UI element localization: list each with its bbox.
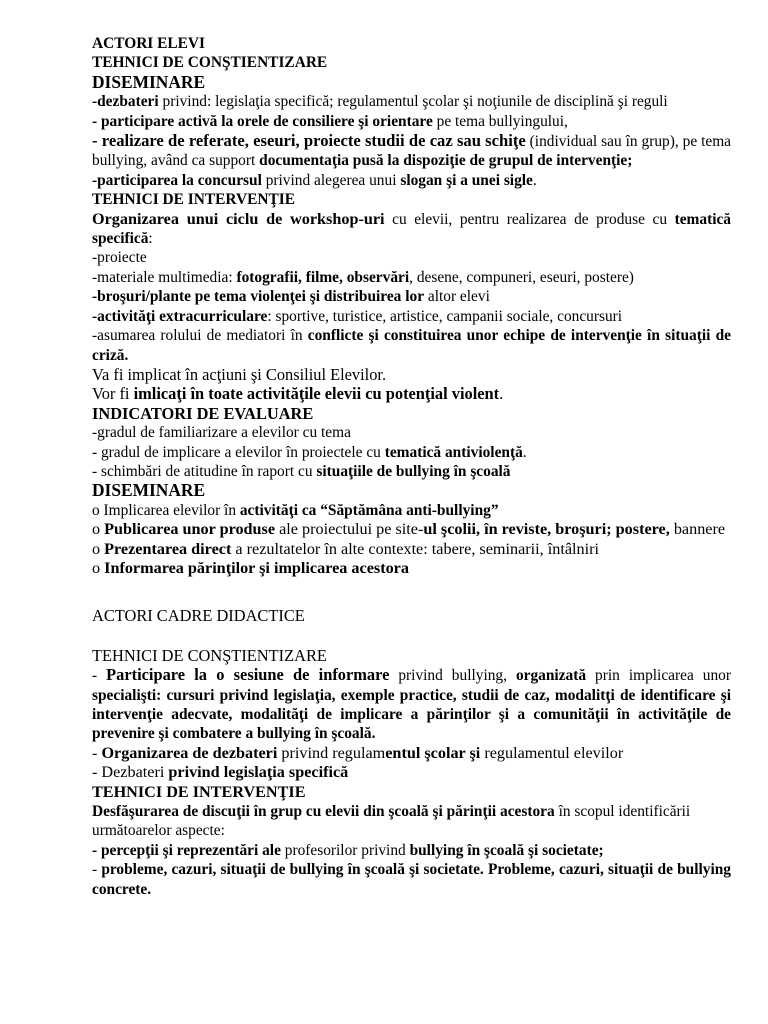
paragraph-consiliu: Va fi implicat în acţiuni şi Consiliul Elevilor. (92, 364, 387, 384)
list-item-mediatori: -asumarea rolului de mediatori în conflicte şi constituirea unor echipe de intervenţie în situaţii de criză. (92, 327, 732, 364)
list-item-proiecte: -proiecte (92, 249, 147, 267)
section-title-elevi: ACTORI ELEVI (92, 35, 206, 52)
list-item-brosuri: -broşuri/plante pe tema violenţei şi distribuirea lor altor elevi (92, 288, 490, 306)
heading-diseminare-2: DISEMINARE (92, 480, 206, 501)
paragraph-discutii: Desfăşurarea de discuţii în grup cu elevii din şcoală şi părinţii acestora în scopul identificării următoarelor aspecte: (92, 803, 691, 840)
list-item-atitudine: - schimbări de atitudine în raport cu situaţiile de bullying în şcoală (92, 462, 511, 480)
list-item-multimedia: -materiale multimedia: fotografii, filme, observări, desene, compuneri, eseuri, postere) (92, 268, 634, 286)
bullet-informarea: o Informarea părinţilor şi implicarea acestora (92, 558, 409, 577)
heading-constientizare: TEHNICI DE CONŞTIENTIZARE (92, 54, 328, 72)
list-item-perceptii: - percepţii şi reprezentări ale profesorilor privind bullying în şcoală şi societate; (92, 841, 604, 859)
heading-constientizare-cadre: TEHNICI DE CONŞTIENTIZARE (92, 645, 327, 665)
heading-interventie-cadre: TEHNICI DE INTERVENŢIE (92, 782, 306, 801)
bullet-saptamana: o Implicarea elevilor în activităţi ca “Săptămâna anti-bullying” (92, 501, 499, 519)
paragraph-concurs: -participarea la concursul privind alegerea unui slogan şi a unei sigle. (92, 171, 537, 189)
paragraph-referate: - realizare de referate, eseuri, proiecte studii de caz sau schiţe (individual sau în grup), pe tema bullying, având ca support documentaţia pusă la dispoziţie de grupul de intervenţie; (92, 131, 731, 170)
heading-diseminare: DISEMINARE (92, 71, 206, 92)
list-item-familiarizare: -gradul de familiarizare a elevilor cu tema (92, 424, 351, 442)
bullet-prezentarea: o Prezentarea direct a rezultatelor în alte contexte: tabere, seminarii, întâlniri (92, 539, 600, 558)
paragraph-legislatie-cadre: - Dezbateri privind legislaţia specifică (92, 763, 349, 782)
list-item-implicare: - gradul de implicare a elevilor în proiectele cu tematică antiviolenţă. (92, 443, 527, 461)
paragraph-sesiune: - Participare la o sesiune de informare privind bullying, organizată prin implicarea unor specialişti: cursuri privind legislaţia, exemple practice, studii de caz, modalitţi de identificare şi intervenţie adecvate, modalităţi de implicare a părinţilor şi a comunităţii în activităţile de prevenire şi combatere a bullying în şcoală. (92, 665, 731, 743)
section-title-cadre: ACTORI CADRE DIDACTICE (92, 606, 305, 626)
heading-evaluare: INDICATORI DE EVALUARE (92, 403, 314, 423)
paragraph-dezbateri-cadre: - Organizarea de dezbateri privind regulamentul şcolar şi regulamentul elevilor (92, 743, 624, 762)
heading-interventie: TEHNICI DE INTERVENŢIE (92, 191, 296, 209)
paragraph-workshop: Organizarea unui ciclu de workshop-uri cu elevii, pentru realizarea de produse cu tematică specifică: (92, 209, 731, 248)
paragraph-dezbateri: -dezbateri privind: legislaţia specifică; regulamentul şcolar şi noţiunile de disciplină şi reguli (92, 93, 668, 111)
list-item-probleme: - probleme, cazuri, situaţii de bullying în şcoală şi societate. Probleme, cazuri, situaţii de bullying concrete. (92, 861, 731, 898)
paragraph-participare: - participare activă la orele de consiliere şi orientare pe tema bullyingului, (92, 112, 568, 130)
paragraph-implicati: Vor fi imlicaţi în toate activităţile elevii cu potenţial violent. (92, 384, 504, 404)
bullet-publicarea: o Publicarea unor produse ale proiectului pe site-ul şcolii, în reviste, broşuri; postere, bannere (92, 520, 726, 539)
list-item-extracurriculare: -activităţi extracurriculare: sportive, turistice, artistice, campanii sociale, concursuri (92, 307, 623, 325)
